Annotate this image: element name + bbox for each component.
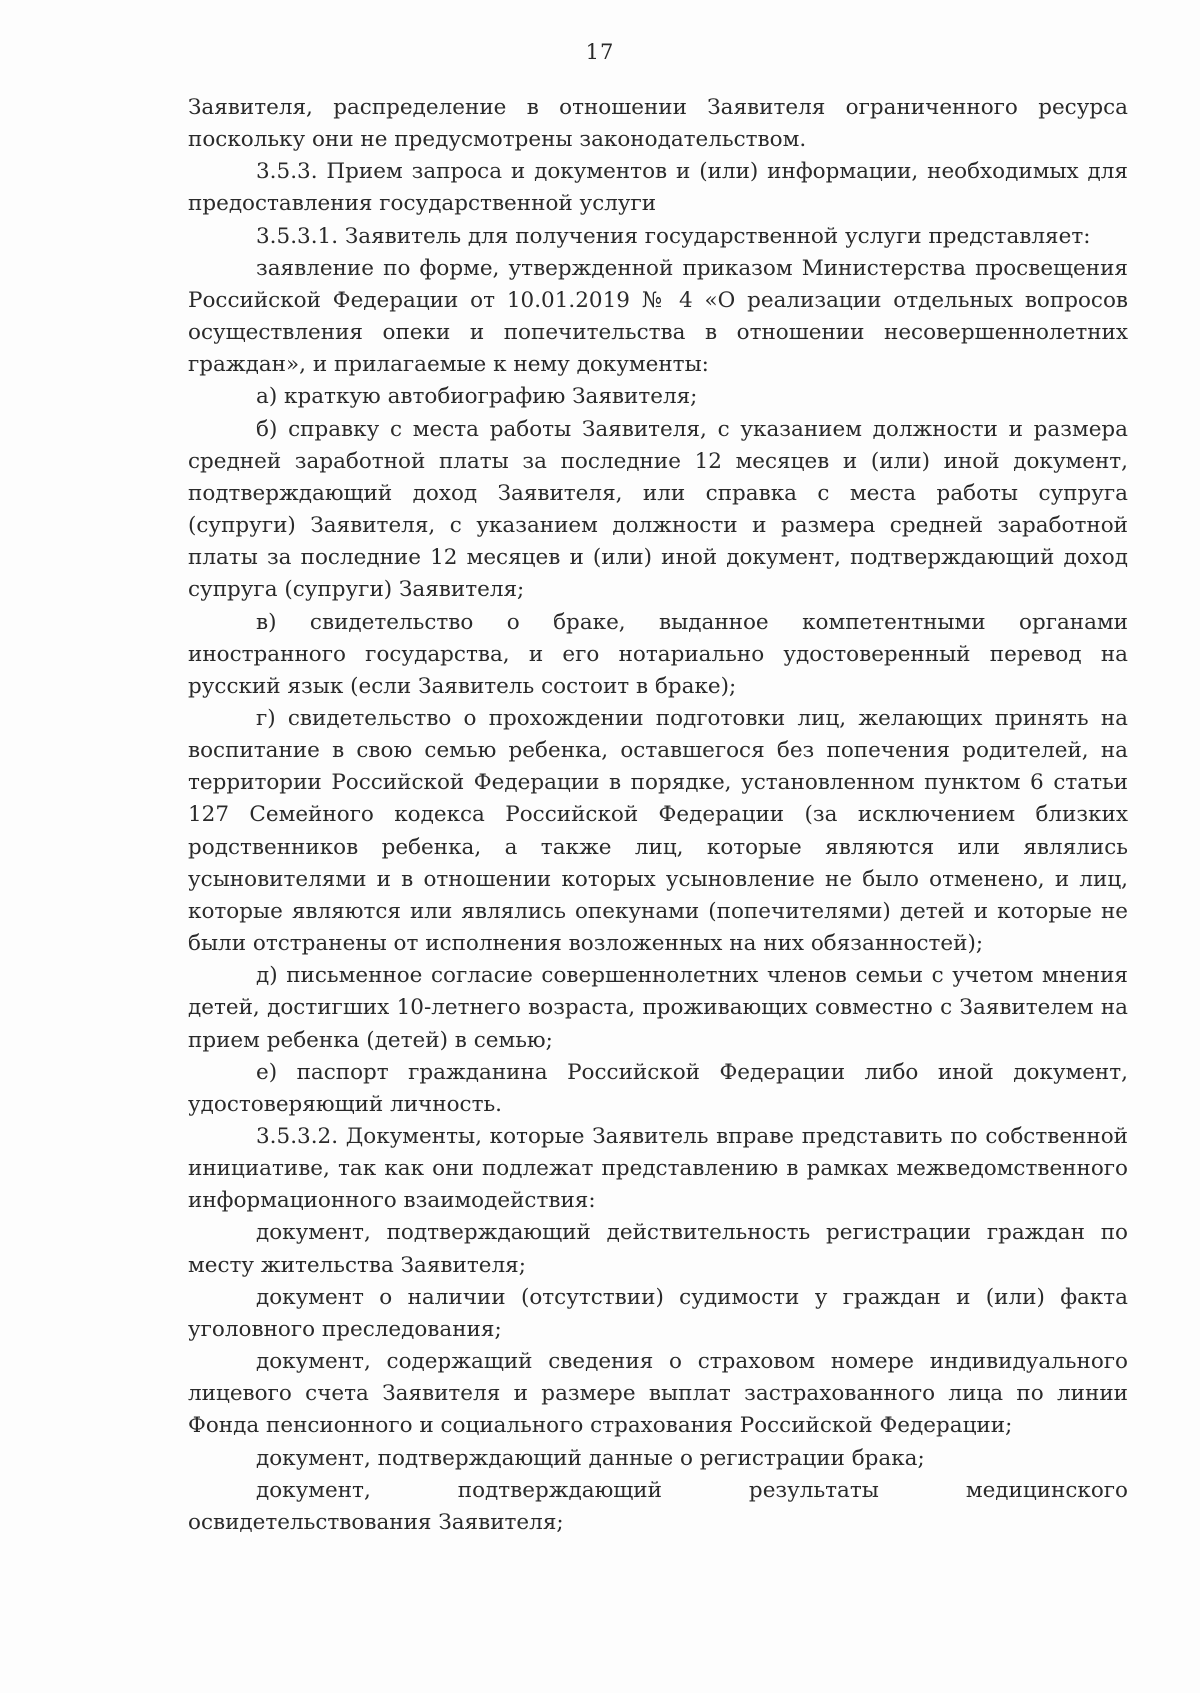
paragraph: а) краткую автобиографию Заявителя; — [256, 384, 698, 410]
paragraph: г) свидетельство о прохождении подготовки лиц, желающих принять на воспитание в свою семью ребенка, оставшегося без попечения родителей, на территории Российской Федерации в порядке, установленном пунктом 6 статьи 127 Семейного кодекса Российской Федерации (за исключением близких родственников ребенка, а также лиц, которые являются или являлись усыновителями и в отношении которых усыновление не было отменено, и лиц, которые являются или являлись опекунами (попечителями) детей и которые не были отстранены от исполнения возложенных на них обязанностей); — [188, 705, 1128, 957]
paragraph: документ о наличии (отсутствии) судимости у граждан и (или) факта уголовного преследования; — [188, 1284, 1128, 1342]
paragraph: документ, подтверждающий действительность регистрации граждан по месту жительства Заявителя; — [188, 1220, 1128, 1278]
paragraph: Заявителя, распределение в отношении Заявителя ограниченного ресурса поскольку они не предусмотрены законодательством. — [188, 95, 1128, 153]
document-body — [188, 92, 1128, 1539]
paragraph: заявление по форме, утвержденной приказом Министерства просвещения Российской Федерации от 10.01.2019 № 4 «О реализации отдельных вопросов осуществления опеки и попечительства в отношении несовершеннолетних граждан», и прилагаемые к нему документы: — [188, 255, 1128, 378]
paragraph: д) письменное согласие совершеннолетних членов семьи с учетом мнения детей, достигших 10-летнего возраста, проживающих совместно с Заявителем на прием ребенка (детей) в семью; — [188, 963, 1128, 1053]
paragraph: 3.5.3.2. Документы, которые Заявитель вправе представить по собственной инициативе, так как они подлежат представлению в рамках межведомственного информационного взаимодействия: — [188, 1124, 1128, 1214]
paragraph: е) паспорт гражданина Российской Федерации либо иной документ, удостоверяющий личность. — [188, 1059, 1128, 1117]
paragraph: б) справку с места работы Заявителя, с указанием должности и размера средней заработной платы за последние 12 месяцев и (или) иной документ, подтверждающий доход Заявителя, или справка с места работы супруга (супруги) Заявителя, с указанием должности и размера средней заработной платы за последние 12 месяцев и (или) иной документ, подтверждающий доход супруга (супруги) Заявителя; — [188, 416, 1128, 603]
paragraph: 3.5.3.1. Заявитель для получения государственной услуги представляет: — [256, 223, 1091, 249]
page-number: 17 — [585, 40, 615, 64]
paragraph: в) свидетельство о браке, выданное компетентными органами иностранного государства, и его нотариально удостоверенный перевод на русский язык (если Заявитель состоит в браке); — [188, 609, 1128, 699]
paragraph: документ, подтверждающий результаты медицинского освидетельствования Заявителя; — [188, 1477, 1128, 1535]
paragraph: 3.5.3. Прием запроса и документов и (или) информации, необходимых для предоставления государственной услуги — [188, 159, 1128, 217]
paragraph: документ, содержащий сведения о страховом номере индивидуального лицевого счета Заявителя и размере выплат застрахованного лица по линии Фонда пенсионного и социального страхования Российской Федерации; — [188, 1349, 1128, 1439]
paragraph: документ, подтверждающий данные о регистрации брака; — [256, 1445, 925, 1471]
